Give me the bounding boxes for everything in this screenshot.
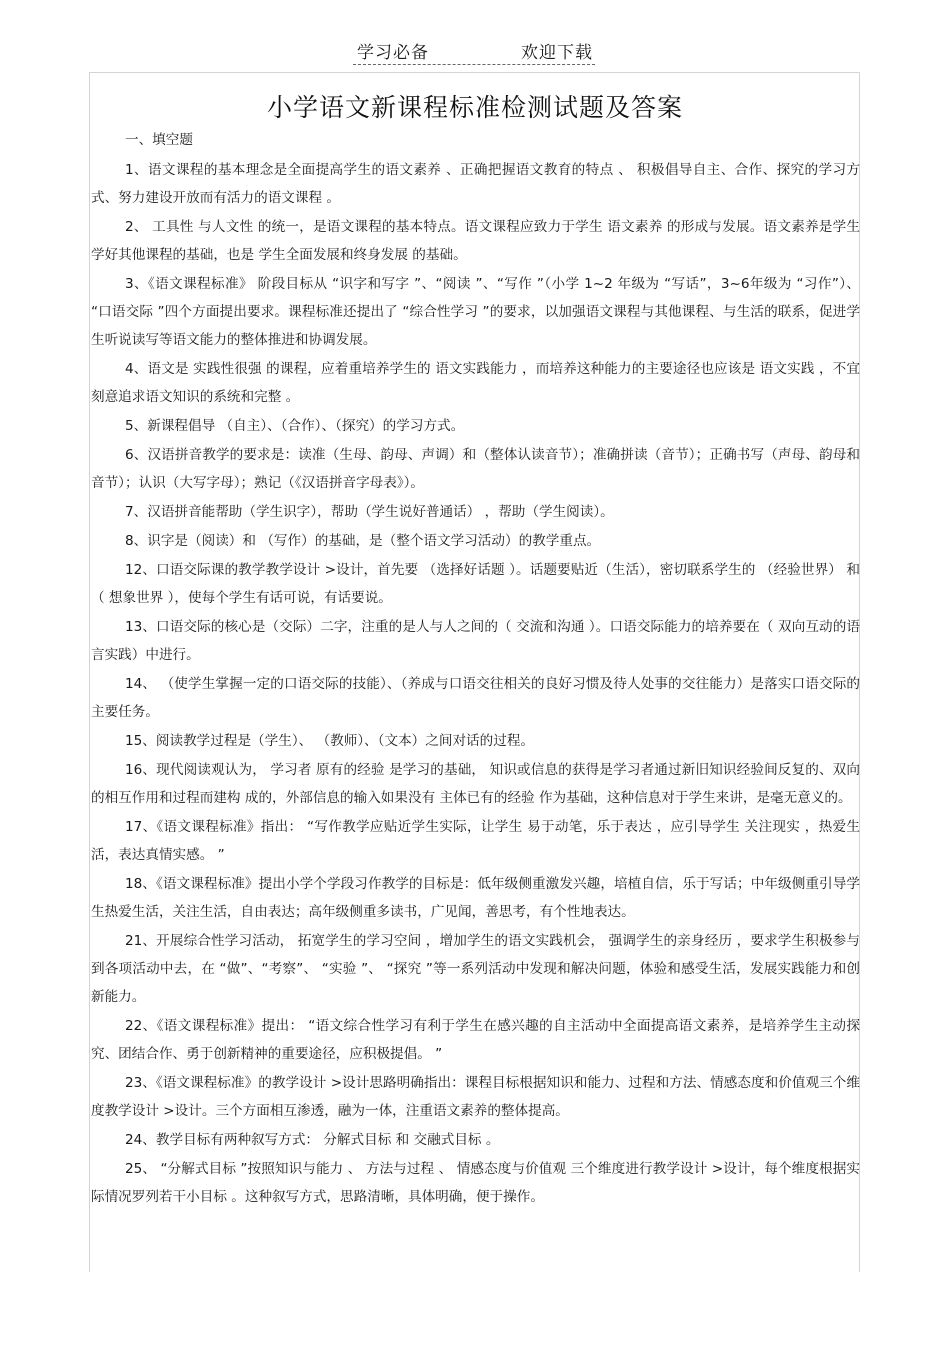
page-header: [0, 38, 950, 63]
question-17: 17、《语文课程标准》指出： “写作教学应贴近学生实际，让学生 易于动笔，乐于表达 ，应引导学生 关注现实 ，热爱生活，表达真情实感。 ”: [91, 819, 860, 863]
question-22: 22、《语文课程标准》提出： “语文综合性学习有利于学生在感兴趣的自主活动中全面提高语文素养，是培养学生主动探究、团结合作、勇于创新精神的重要途径，应积极提倡。 ”: [91, 1018, 860, 1062]
question-4: 4、语文是 实践性很强 的课程，应着重培养学生的 语文实践能力 ，而培养这种能力的主要途径也应该是 语文实践 ，不宜刻意追求语文知识的系统和完整 。: [91, 361, 860, 405]
header-rule: [353, 64, 595, 65]
question-13: 13、口语交际的核心是（交际）二字，注重的是人与人之间的（ 交流和沟通 ）。口语交际能力的培养要在（ 双向互动的语言实践）中进行。: [91, 619, 860, 663]
question-5: 5、新课程倡导 （自主）、（合作）、（探究）的学习方式。: [125, 418, 465, 434]
question-25: 25、 “分解式目标 ”按照知识与能力 、 方法与过程 、 情感态度与价值观 三个维度进行教学设计 >设计，每个维度根据实际情况罗列若干小目标 。这种叙写方式，思路清晰，具体明确，便于操作。: [91, 1161, 860, 1205]
question-6: 6、汉语拼音教学的要求是：读准（生母、韵母、声调）和（整体认读音节）；准确拼读（音节）；正确书写（声母、韵母和音节）；认识（大写字母）；熟记（《汉语拼音字母表》）。: [91, 447, 860, 491]
question-8: 8、识字是（阅读）和 （写作）的基础，是（整个语文学习活动）的教学重点。: [125, 533, 601, 549]
document-title: 小学语文新课程标准检测试题及答案: [266, 93, 683, 122]
question-15: 15、阅读教学过程是（学生）、 （教师）、（文本）之间对话的过程。: [125, 733, 535, 749]
question-18: 18、《语文课程标准》提出小学个学段习作教学的目标是：低年级侧重激发兴趣，培植自信，乐于写话；中年级侧重引导学生热爱生活，关注生活，自由表达；高年级侧重多读书，广见闻，善思考，有个性地表达。: [91, 876, 860, 920]
document-body: [91, 126, 860, 1212]
question-24: 24、教学目标有两种叙写方式： 分解式目标 和 交融式目标 。: [125, 1132, 500, 1148]
question-12: 12、口语交际课的教学教学设计 >设计，首先要 （选择好话题 ）。话题要贴近（生活），密切联系学生的 （经验世界） 和 （ 想象世界 ），使每个学生有话可说，有话要说。: [91, 562, 860, 606]
header-left-text: 学习必备: [357, 43, 429, 63]
question-7: 7、汉语拼音能帮助（学生识字），帮助（学生说好普通话） ，帮助（学生阅读）。: [125, 504, 614, 520]
question-3: 3、《语文课程标准》 阶段目标从 “识字和写字 ”、“阅读 ”、“写作 ”（小学 1~2 年级为 “写话”，3~6年级为 “习作”）、 “口语交际 ”四个方面提出要求。课程标准还提出了 “综合性学习 ”的要求，以加强语文课程与其他课程、与生活的联系，促进学生听说读写等语文能力的整体推进和协调发展。: [91, 276, 860, 348]
question-21: 21、开展综合性学习活动， 拓宽学生的学习空间 ，增加学生的语文实践机会， 强调学生的亲身经历 ，要求学生积极参与到各项活动中去，在 “做”、“考察”、 “实验 ”、 “探究 ”等一系列活动中发现和解决问题，体验和感受生活，发展实践能力和创新能力。: [91, 933, 860, 1005]
question-14: 14、 （使学生掌握一定的口语交际的技能）、（养成与口语交往相关的良好习惯及待人处事的交往能力）是落实口语交际的主要任务。: [91, 676, 860, 720]
question-23: 23、《语文课程标准》的教学设计 >设计思路明确指出：课程目标根据知识和能力、过程和方法、情感态度和价值观三个维度教学设计 >设计。三个方面相互渗透，融为一体，注重语文素养的整体提高。: [91, 1075, 860, 1119]
header-right-text: 欢迎下载: [521, 43, 593, 63]
question-1: 1、语文课程的基本理念是全面提高学生的语文素养 、正确把握语文教育的特点 、 积极倡导自主、合作、探究的学习方式、努力建设开放而有活力的语文课程 。: [91, 162, 860, 206]
section-heading: 一、填空题: [125, 132, 193, 148]
question-16: 16、现代阅读观认为， 学习者 原有的经验 是学习的基础， 知识或信息的获得是学习者通过新旧知识经验间反复的、双向的相互作用和过程而建构 成的，外部信息的输入如果没有 主体已有的经验 作为基础，这种信息对于学生来讲，是毫无意义的。: [91, 762, 860, 806]
question-2: 2、 工具性 与人文性 的统一，是语文课程的基本特点。语文课程应致力于学生 语文素养 的形成与发展。语文素养是学生学好其他课程的基础，也是 学生全面发展和终身发展 的基础。: [91, 219, 860, 263]
